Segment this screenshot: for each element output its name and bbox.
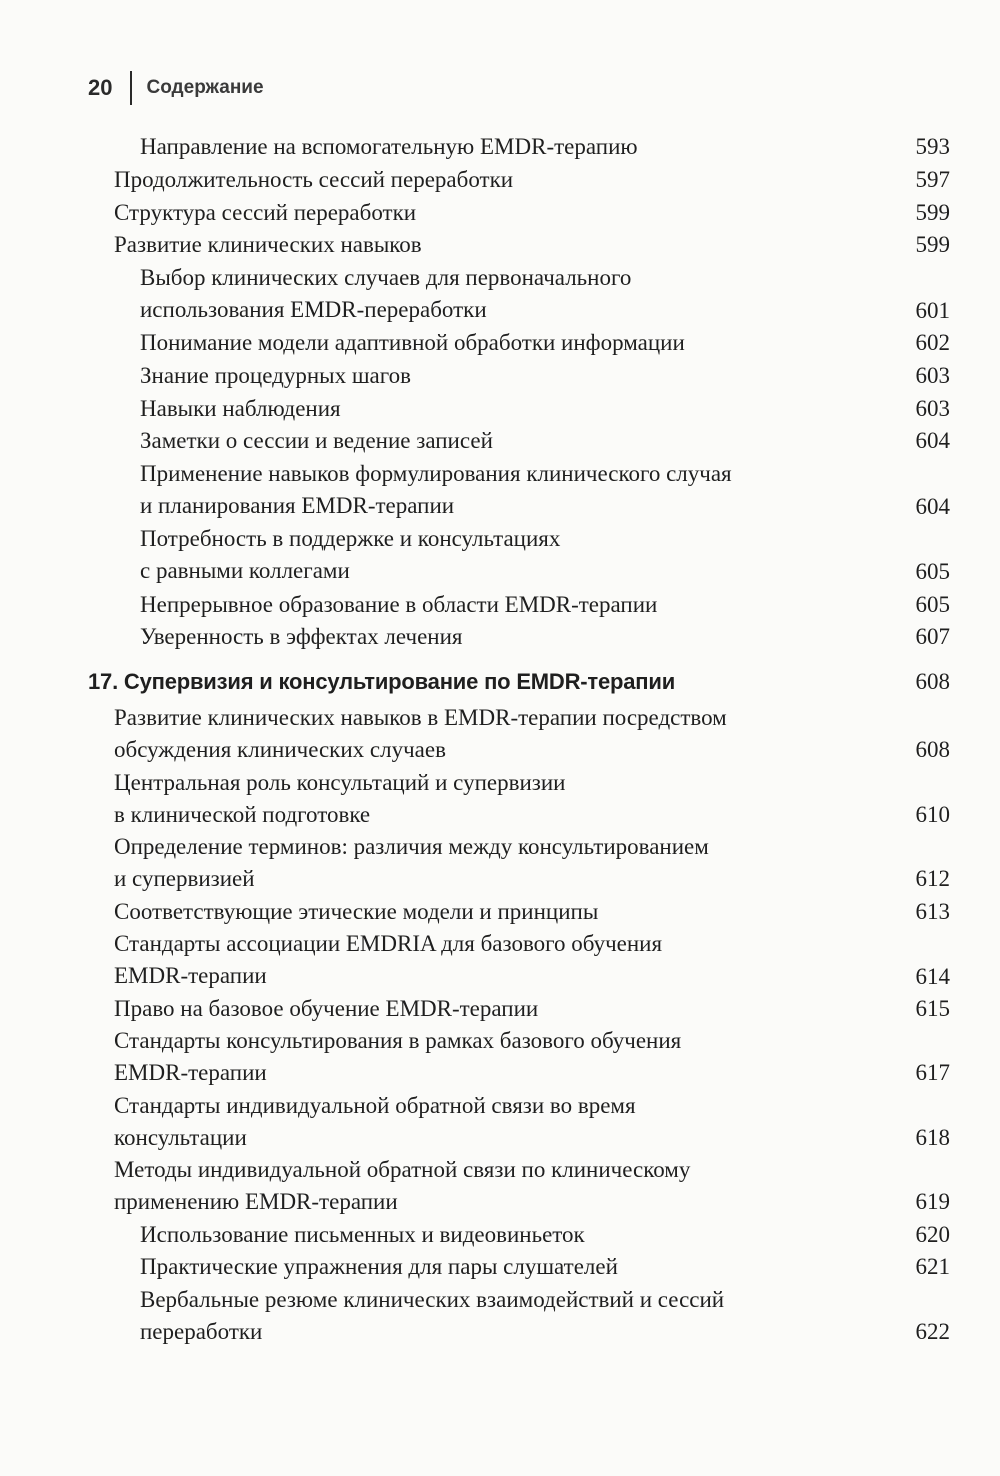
toc-entry-title: обсуждения клинических случаев <box>114 737 446 762</box>
toc-entry-title: Центральная роль консультаций и супервизии <box>114 770 566 795</box>
page-number: 20 <box>88 75 113 100</box>
toc-page-number: 604 <box>915 428 950 453</box>
toc-entry-title: и супервизией <box>114 866 255 891</box>
toc-page-number: 605 <box>915 592 950 617</box>
toc-entry <box>140 589 657 621</box>
toc-entry <box>140 621 463 653</box>
toc-entry-title: консультации <box>114 1125 247 1150</box>
toc-page-number: 601 <box>915 298 950 323</box>
toc-entry <box>140 131 638 163</box>
toc-entry-title: Структура сессий переработки <box>114 200 417 225</box>
toc-entry-title: Стандарты ассоциации EMDRIA для базового обучения <box>114 931 663 956</box>
toc-entry <box>114 702 727 766</box>
toc-entry-title: и планирования EMDR-терапии <box>140 493 455 518</box>
toc-entry <box>114 164 513 196</box>
toc-entry-title: в клинической подготовке <box>114 802 371 827</box>
toc-page-number: 597 <box>915 167 950 192</box>
toc-entry-title: Понимание модели адаптивной обработки информации <box>140 330 685 355</box>
toc-entry <box>140 458 732 522</box>
toc-entry-title: EMDR-терапии <box>114 963 267 988</box>
toc-page-number: 603 <box>915 396 950 421</box>
chapter-title: 17. Супервизия и консультирование по EMDR-терапии <box>88 669 676 694</box>
toc-page-number: 608 <box>915 737 950 762</box>
toc-entry-title: Знание процедурных шагов <box>140 363 411 388</box>
toc-page-number: 608 <box>915 669 950 694</box>
toc-page-number: 618 <box>915 1125 950 1150</box>
toc-page-number: 599 <box>915 200 950 225</box>
toc-entry-title: Выбор клинических случаев для первоначального <box>140 265 632 290</box>
toc-entry-title: с равными коллегами <box>140 558 350 583</box>
toc-page-number: 614 <box>915 964 950 989</box>
toc-entry-title: Право на базовое обучение EMDR-терапии <box>114 996 539 1021</box>
toc-entry <box>114 928 662 992</box>
toc-entry-title: EMDR-терапии <box>114 1060 267 1085</box>
toc-entry-title: Направление на вспомогательную EMDR-терапию <box>140 134 638 159</box>
toc-entry-title: Непрерывное образование в области EMDR-терапии <box>140 592 658 617</box>
toc-entry <box>114 1154 690 1218</box>
toc-entry-title: Навыки наблюдения <box>140 396 341 421</box>
toc-entry-title: Развитие клинических навыков в EMDR-терапии посредством <box>114 705 727 730</box>
toc-page-number: 593 <box>915 134 950 159</box>
toc-entry <box>140 523 560 587</box>
toc-entry-title: Потребность в поддержке и консультациях <box>140 526 561 551</box>
toc-entry <box>140 425 493 457</box>
toc-entry-title: Продолжительность сессий переработки <box>114 167 514 192</box>
toc-entry-title: Заметки о сессии и ведение записей <box>140 428 493 453</box>
toc-entry <box>114 1025 681 1089</box>
toc-page-number: 599 <box>915 232 950 257</box>
toc-entry-title: Вербальные резюме клинических взаимодействий и сессий <box>140 1287 725 1312</box>
toc-page-number: 612 <box>915 866 950 891</box>
toc-entry-title: Методы индивидуальной обратной связи по клиническому <box>114 1157 691 1182</box>
toc-page-number: 603 <box>915 363 950 388</box>
toc-entry-title: Применение навыков формулирования клинического случая <box>140 461 732 486</box>
toc-entry <box>140 1219 585 1251</box>
toc-entry <box>114 197 416 229</box>
toc-page-number: 619 <box>915 1189 950 1214</box>
toc-entry-title: переработки <box>140 1319 263 1344</box>
toc-entry <box>140 1284 724 1348</box>
toc-page-number: 622 <box>915 1319 950 1344</box>
toc-entry <box>140 262 631 326</box>
toc-page-number: 617 <box>915 1060 950 1085</box>
toc-entry <box>114 831 709 895</box>
toc-page-number: 602 <box>915 330 950 355</box>
toc-entry-title: Использование письменных и видеовиньеток <box>140 1222 585 1247</box>
toc-entry-title: Определение терминов: различия между консультированием <box>114 834 709 859</box>
toc-page-number: 615 <box>915 996 950 1021</box>
toc-entry <box>114 993 538 1025</box>
toc-entry <box>114 229 422 261</box>
toc-entry <box>114 767 565 831</box>
toc-entry-title: Соответствующие этические модели и принципы <box>114 899 599 924</box>
toc-entry-title: применению EMDR-терапии <box>114 1189 398 1214</box>
toc-entry <box>140 393 341 425</box>
toc-entry-title: Стандарты индивидуальной обратной связи во время <box>114 1093 636 1118</box>
toc-page-number: 620 <box>915 1222 950 1247</box>
toc-page-number: 613 <box>915 899 950 924</box>
toc-page-number: 607 <box>915 624 950 649</box>
toc-entry-title: Практические упражнения для пары слушателей <box>140 1254 618 1279</box>
toc-entry-title: использования EMDR-переработки <box>140 297 487 322</box>
toc-entry <box>114 1090 636 1154</box>
toc-page-number: 610 <box>915 802 950 827</box>
toc-chapter-heading <box>88 666 675 698</box>
toc-entry <box>140 327 685 359</box>
toc-page-number: 604 <box>915 494 950 519</box>
toc-entry-title: Уверенность в эффектах лечения <box>140 624 463 649</box>
toc-page-number: 605 <box>915 559 950 584</box>
toc-entry-title: Стандарты консультирования в рамках базового обучения <box>114 1028 682 1053</box>
toc-entry-title: Развитие клинических навыков <box>114 232 422 257</box>
toc-entry <box>140 1251 618 1283</box>
toc-entry <box>140 360 411 392</box>
toc-entry <box>114 896 598 928</box>
toc-page-number: 621 <box>915 1254 950 1279</box>
running-title: Содержание <box>146 77 264 98</box>
